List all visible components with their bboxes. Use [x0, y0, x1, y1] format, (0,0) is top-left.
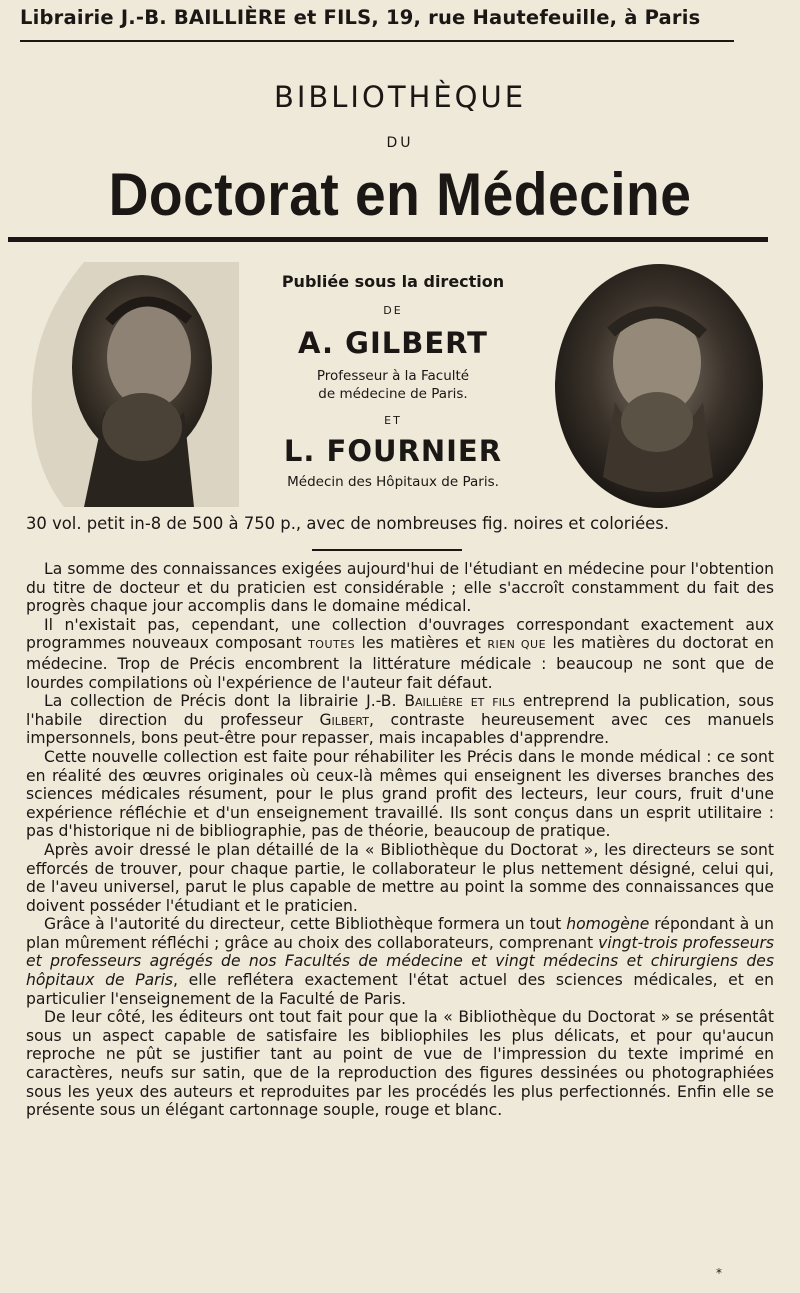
direction-et: ET [384, 414, 402, 427]
paragraph-4: Cette nouvelle collection est faite pour réhabiliter les Précis dans le monde médical : ce sont en réalité des œuvres originales où ceux-là mêmes qui enseignent les diverses branches des sciences médicales résument, pour le plus grand profit des lecteurs, leur cours, fruit d'une expérience réfléchie et d'un enseignement travaillé. Ils sont conçus dans un esprit utilitaire : pas d'historique ni de bibliographie, pas de théorie, beaucoup de pratique. [26, 747, 774, 841]
footer-mark: * [716, 1266, 722, 1280]
p3-publisher: Baillière et fils [404, 692, 515, 711]
paragraph-5: Après avoir dressé le plan détaillé de la « Bibliothèque du Doctorat », les directeurs se sont efforcés de trouver, pour chaque partie, le collaborateur le plus nettement désigné, celui qui, de l'aveu universel, parut le plus capable de mettre au point la somme des connaissances que doivent posséder l'étudiant et le praticien. [26, 840, 774, 915]
editor2-title: Médecin des Hôpitaux de Paris. [287, 474, 499, 490]
portrait-gilbert [24, 262, 239, 507]
p2-text-c: les matières du doctorat en médecine. Trop de Précis encombrent la littérature médicale : beaucoup ne sont que de lourdes compilations où l'expérience de l'auteur fait défaut. [26, 634, 774, 692]
editor2-name: L. FOURNIER [283, 434, 503, 468]
paragraph-7: De leur côté, les éditeurs ont tout fait pour que la « Bibliothèque du Doctorat » se présentât sous un aspect capable de satisfaire les bibliophiles les plus délicats, et pour qu'aucun reproche ne pût se justifier tant au point de vue de l'impression du texte imprimé en caractères, neufs sur satin, que de la reproduction des figures dessinées ou photographiées sous les yeux des auteurs et reproduites par les procédés les plus perfectionnés. Enfin elle se présente sous un élégant cartonnage souple, rouge et blanc. [26, 1008, 774, 1120]
portrait-fournier [553, 262, 765, 510]
paragraph-2 [26, 616, 774, 692]
editor1-title-line2: de médecine de Paris. [318, 386, 468, 402]
p2-rien-que: RIEN QUE [487, 638, 547, 652]
p6-vingt-trois: vingt-trois professeurs et professeurs agrégés de nos Facultés de médecine et vingt médecins et chirurgiens des hôpitaux de Paris [26, 933, 774, 990]
series-du: DU [386, 135, 414, 151]
p3-text-c: , contraste heureusement avec ces manuels impersonnels, bons peut-être pour repasser, mais incapables d'apprendre. [26, 710, 774, 748]
p6-text-a: Grâce à l'autorité du directeur, cette Bibliothèque formera un tout [44, 915, 567, 934]
section-rule [312, 549, 462, 551]
title-rule [8, 237, 768, 242]
main-title: Doctorat en Médecine [108, 161, 692, 228]
p2-text-a: Il n'existait pas, cependant, une collection d'ouvrages correspondant exactement aux programmes nouveaux composant [26, 615, 774, 653]
p2-toutes: TOUTES [308, 638, 356, 652]
header-rule [20, 40, 734, 42]
paragraph-3 [26, 692, 774, 748]
publisher-header: Librairie J.-B. BAILLIÈRE et FILS, 19, rue Hautefeuille, à Paris [20, 6, 701, 29]
p6-text-c: , elle reflétera exactement l'état actuel des sciences médicales, et en particulier l'enseignement de la Faculté de Paris. [26, 971, 774, 1008]
body-text [26, 560, 774, 1120]
paragraph-6 [26, 915, 774, 1008]
p3-gilbert: Gilbert [319, 710, 369, 729]
editor1-title-line1: Professeur à la Faculté [316, 368, 470, 384]
p6-text-b: répondant à un plan mûrement réfléchi ; grâce au choix des collaborateurs, comprenant [26, 915, 774, 952]
p3-text-b: entreprend la publication, sous l'habile direction du professeur [26, 692, 774, 729]
p3-text-a: La collection de Précis dont la librairie J.-B. [44, 692, 405, 711]
direction-de: DE [383, 304, 403, 317]
paragraph-1: La somme des connaissances exigées aujourd'hui de l'étudiant en médecine pour l'obtention du titre de docteur et du praticien est considérable ; elle s'accroît constamment du fait des progrès chaque jour accomplis dans le domaine médical. [26, 560, 774, 616]
published-under: Publiée sous la direction [281, 272, 505, 291]
volumes-line: 30 vol. petit in-8 de 500 à 750 p., avec de nombreuses fig. noires et coloriées. [26, 514, 669, 533]
series-title: BIBLIOTHÈQUE [273, 80, 527, 114]
p2-text-b: les matières et [355, 634, 488, 653]
editor1-name: A. GILBERT [298, 326, 488, 360]
p6-homogene: homogène [566, 915, 650, 934]
